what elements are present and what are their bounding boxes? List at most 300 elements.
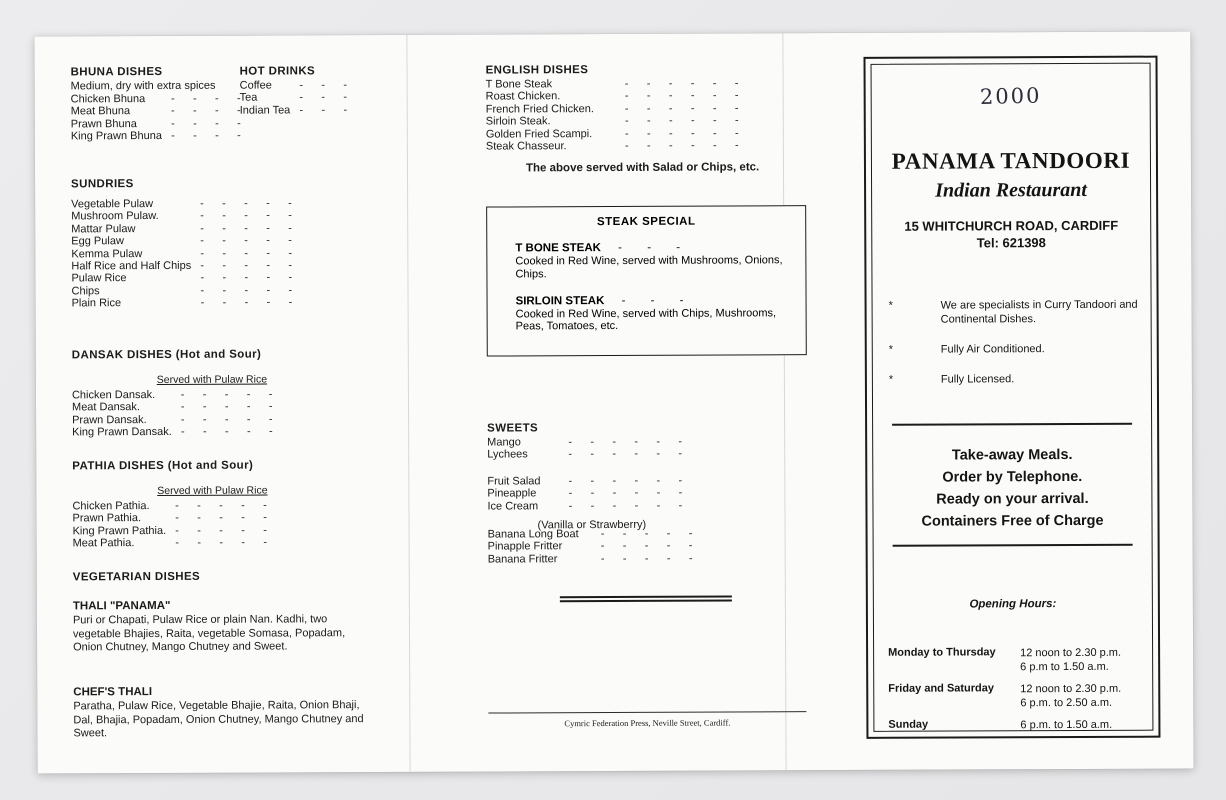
dash-leader: - [200,272,205,285]
table-row [72,388,282,401]
dash-leader: - [219,524,223,537]
bhuna-item-table [71,93,250,143]
dash-leader: - [678,435,683,448]
item-name: Meat Pathia. [72,537,135,550]
dash-leader: - [219,499,223,512]
table-row [71,284,301,297]
dash-leader: - [263,524,267,537]
dash-leader: - [600,552,605,565]
dash-leader: - [197,524,201,537]
phone-number: Tel: 621398 [976,235,1046,251]
section-title: HOT DRINKS [239,65,316,78]
dash-leader: - [268,425,273,438]
dish-description: Puri or Chapati, Pulaw Rice or plain Nan. Kadhi, two vegetable Bhajies, Raita, vegetable Somasa, Popadam, Onion Chutney, Mango Chutney and Sweet. [72,613,346,654]
table-row [888,682,1144,711]
item-name: Mattar Pulaw [71,222,136,236]
dash-leader: - [321,104,326,117]
item-name: Golden Fried Scampi. [485,127,593,141]
section-thali-panama [73,599,373,655]
dash-leader: - [669,139,673,152]
dash-leader: - [180,401,185,414]
dash-leader: - [656,499,661,512]
dash-leader: - [634,499,639,512]
section-sweets [487,422,702,566]
menu-left-panel [34,35,409,774]
section-sundries [71,177,301,310]
sweets-table-group3 [488,528,702,566]
section-chefs-thali [73,685,373,741]
dash-leader: - [241,499,245,512]
dash-leader: - [690,127,695,140]
dash-leader: - [200,297,205,310]
dash-leader: - [266,222,270,235]
dash-leader: - [666,552,671,565]
dash-leader: - [200,247,205,260]
table-row [71,247,301,260]
hours-value: 6 p.m. to 1.50 a.m. [1020,718,1113,732]
dash-leader: - [175,537,180,550]
table-row [240,104,357,117]
dash-leader: - [222,259,227,272]
table-row [487,487,691,500]
dash-leader: - [237,117,241,130]
dash-leader: - [299,79,304,92]
dash-leader: - [321,79,326,92]
dash-leader: - [625,139,629,152]
dash-leader: - [568,448,573,461]
dash-leader: - [244,284,249,297]
dash-leader: - [646,115,651,128]
dash-leader: - [266,234,270,247]
asterisk-icon: * [888,373,894,386]
item-name: Prawn Dansak. [72,413,147,427]
dash-leader: - [712,114,717,127]
dash-leader: - [713,139,717,152]
features-list [889,298,1143,403]
section-title: SUNDRIES [71,178,134,191]
sweets-table-group2 [487,474,691,512]
item-name: Lychees [487,448,528,461]
item-name: Banana Long Boat [487,528,579,541]
table-row [71,130,250,143]
item-name: Fruit Salad [487,475,541,488]
dash-leader: - [690,114,695,127]
section-pathia-dishes [72,459,352,550]
dash-leader: - [200,197,204,210]
dish-description: Cooked in Red Wine, served with Chips, Mushrooms, Peas, Tomatoes, etc. [515,306,777,333]
steak-special-title: STEAK SPECIAL [596,215,696,229]
day-label: Friday and Saturday [888,682,995,695]
dash-leader: - [222,247,227,260]
dash-leader: - [712,77,717,90]
dash-leader: - [646,102,651,115]
table-row [71,259,301,272]
dash-leader: - [568,436,573,449]
item-name: Meat Bhuna [70,105,131,118]
item-name: Coffee [239,79,272,92]
dash-leader: - [244,296,249,309]
dash-leader: - [222,272,227,285]
dish-description: Cooked in Red Wine, served with Mushrooms, Onions, Chips. [515,254,783,281]
dash-leader: - [215,129,219,142]
dash-leader: - [612,499,617,512]
dash-leader: - [734,77,739,90]
dash-leader: - [214,92,219,105]
double-rule-divider [560,595,732,602]
dash-leader: - [646,127,651,140]
dash-leader: - [688,527,693,540]
item-name: Half Rice and Half Chips [71,259,192,273]
dish-name: THALI "PANAMA" [72,599,171,613]
ice-cream-flavour-note: (Vanilla or Strawberry) [537,518,647,532]
dash-leader: - [666,527,671,540]
hours-value: 12 noon to 2.30 p.m. 6 p.m. to 2.50 a.m. [1020,682,1122,710]
hot-drinks-table [240,79,357,117]
table-row [888,646,1144,675]
dash-leader: - [192,105,197,118]
dash-leader: - [268,400,273,413]
dash-leader: - [624,115,629,128]
table-row [486,127,748,141]
dash-leader: - [202,388,207,401]
dash-leader: - [343,79,348,92]
feature-text: Fully Licensed. [940,373,1015,386]
opening-hours-table [888,646,1144,741]
table-row [71,105,250,118]
dash-leader: - [197,537,202,550]
table-row [71,93,250,106]
dash-leader: - [200,222,204,235]
item-name: Chicken Dansak. [71,389,156,402]
dash-leader: - [343,103,348,116]
dash-leader: - [200,235,204,248]
dash-leader: - [712,102,717,115]
table-row [487,474,691,487]
item-name: Ice Cream [487,499,539,513]
dash-leader: - [691,139,695,152]
dash-leader: - [612,435,617,449]
dash-leader: - [646,90,651,103]
dash-leader: - [568,474,573,488]
dish-name: T BONE STEAK [515,242,601,255]
day-label: Monday to Thursday [888,646,996,659]
dash-leader: - [219,536,224,549]
dash-leader: - [224,388,229,401]
dash-leader: - [590,487,595,500]
dash-leader: - [624,102,629,115]
menu-cover-panel [783,31,1193,770]
dash-leader: - [668,77,673,90]
table-row [486,102,748,116]
dash-leader: - [222,234,226,247]
feature-text: We are specialists in Curry Tandoori and Continental Dishes. [940,298,1138,326]
table-row [486,115,748,129]
dash-leader: - [241,536,246,549]
restaurant-subtitle: Indian Restaurant [935,178,1087,202]
dash-leader: - [656,487,661,500]
printer-credit: Cymric Federation Press, Neville Street, Cardiff. [488,711,806,728]
dash-leader: - [622,527,627,540]
dash-leader: - [200,259,205,272]
table-row [71,117,250,130]
dash-leader: - [266,284,271,297]
feature-text: Fully Air Conditioned. [940,343,1045,356]
dash-leader: - - - [618,241,692,254]
dash-leader: - [244,259,249,272]
item-name: Banana Fritter [487,553,558,566]
dash-leader: - [222,197,226,210]
table-row [240,92,357,105]
section-title: PATHIA DISHES (Hot and Sour) [72,459,254,473]
dash-leader: - [668,102,673,115]
dash-leader: - [612,474,617,487]
section-title: DANSAK DISHES (Hot and Sour) [71,348,262,362]
dash-leader: - [236,92,241,105]
dash-leader: - [288,259,293,272]
item-name: Pinapple Fritter [487,540,563,553]
dash-leader: - [268,413,273,426]
dash-leader: - [175,499,179,512]
table-row [72,297,302,310]
steak-special-item [516,294,806,334]
dash-leader: - [263,536,268,549]
english-dishes-table [486,77,748,153]
dash-leader: - [634,474,639,487]
dash-leader: - [246,425,251,438]
dash-leader: - [214,105,219,118]
dash-leader: - [668,114,673,127]
item-name: Plain Rice [71,297,122,310]
dash-leader: - [222,210,226,223]
dash-leader: - [288,234,292,247]
dash-leader: - [192,92,197,105]
item-name: Chicken Bhuna [70,93,146,106]
dash-leader: - [624,127,629,140]
day-label: Sunday [888,718,929,731]
list-item [889,372,1143,387]
dash-leader: - [241,524,245,537]
dash-leader: - [690,90,695,103]
dash-leader: - [656,448,661,461]
item-name: King Prawn Bhuna [70,130,162,143]
dash-leader: - [197,512,201,525]
cover-frame [863,56,1160,739]
dash-leader: - [624,77,629,90]
dash-leader: - [690,102,695,115]
sundries-table [71,197,301,310]
takeaway-line: Ready on your arrival. [936,490,1089,508]
dash-leader: - [288,197,292,210]
table-row [888,718,1144,733]
list-item [889,342,1143,357]
list-item [889,298,1143,327]
dash-leader: - [246,400,251,414]
table-row [488,540,702,553]
dash-leader: - [266,259,271,272]
table-row [486,90,748,104]
dash-leader: - [222,296,227,309]
item-name: Indian Tea [239,104,291,117]
dash-leader: - [644,540,649,553]
table-row [71,235,301,248]
dash-leader: - [244,234,248,247]
dash-leader: - [646,77,651,90]
dash-leader: - [590,474,595,487]
hours-value: 12 noon to 2.30 p.m. 6 p.m to 1.50 a.m. [1020,646,1122,674]
section-dansak-dishes [72,348,352,439]
dash-leader: - [266,197,270,210]
section-bhuna-dishes [71,66,250,143]
pathia-table [72,499,276,550]
table-row [71,210,301,223]
section-title: SWEETS [487,422,539,435]
dash-leader: - [237,129,241,142]
dash-leader: - [590,436,595,449]
dash-leader: - [734,89,739,102]
dash-leader: - [712,89,717,102]
dash-leader: - [678,499,683,512]
table-row [73,537,277,550]
dash-leader: - [712,127,717,140]
dash-leader: - [343,91,348,104]
item-name: Pineapple [487,487,537,500]
item-name: King Prawn Dansak. [72,426,172,439]
dash-leader: - [299,104,304,117]
opening-hours-title: Opening Hours: [969,598,1057,611]
item-name: Chicken Pathia. [72,500,150,513]
dash-leader: - [180,388,185,401]
dash-leader: - [647,139,651,152]
steak-special-box [486,205,807,356]
section-vegetarian-dishes-title [73,571,200,586]
table-row [72,499,276,512]
dash-leader: - [288,284,293,297]
section-title: ENGLISH DISHES [485,64,589,77]
dash-leader: - [612,448,617,461]
dash-leader: - [678,448,683,461]
address-block [866,217,1156,252]
dish-header [516,294,806,307]
dash-leader: - [288,271,293,284]
asterisk-icon: * [888,343,894,356]
dash-leader: - [266,271,271,284]
dash-leader: - [222,222,226,235]
dash-leader: - [288,247,293,260]
steak-special-item [515,241,805,281]
item-name: Egg Pulaw [71,235,124,248]
dansak-table [72,388,282,439]
dash-leader: - [624,90,629,103]
table-row [486,77,748,91]
dash-leader: - [668,127,673,140]
street-address: 15 WHITCHURCH ROAD, CARDIFF [904,217,1119,234]
dash-leader: - [241,512,245,525]
dash-leader: - [600,540,605,553]
dash-leader: - [202,413,207,426]
dash-leader: - [244,197,248,210]
dash-leader: - [734,114,739,127]
dish-description: Paratha, Pulaw Rice, Vegetable Bhajie, Raita, Onion Bhaji, Dal, Bhajia, Popadam, Onion Chutney, Mango Chutney and Sweet. [73,699,364,740]
item-name: Tea [239,91,258,105]
dash-leader: - [263,511,267,524]
table-row [72,401,282,414]
dash-leader: - [224,425,229,438]
table-row [240,79,357,92]
item-name: Chips [71,285,100,298]
menu-paper [34,31,1193,773]
dash-leader: - [246,388,251,401]
table-row [72,413,282,426]
dash-leader: - [219,512,223,525]
dash-leader: - [678,474,683,487]
dash-leader: - [288,296,293,309]
table-row [71,222,301,235]
dish-header [515,241,805,254]
dash-leader: - [668,90,673,103]
dash-leader: - [175,512,179,525]
dash-leader: - [244,272,249,285]
dash-leader: - [224,413,229,426]
dash-leader: - [224,401,229,414]
dash-leader: - [170,92,175,105]
dash-leader: - [590,448,595,461]
dash-leader: - [612,487,617,500]
item-name: Prawn Bhuna [70,117,137,131]
dash-leader: - [656,474,661,487]
asterisk-icon: * [888,299,893,312]
dash-leader: - [202,401,207,414]
table-row [488,552,702,565]
dash-leader: - [666,540,671,553]
dash-leader: - [622,540,627,553]
item-name: Vegetable Pulaw [71,198,154,211]
dash-leader: - [688,540,693,553]
dash-leader: - [200,284,205,297]
bhuna-note: Medium, dry with extra spices [70,79,216,93]
dash-leader: - [263,499,267,512]
takeaway-block [867,444,1157,533]
section-hot-drinks [240,65,357,117]
dash-leader: - [215,117,219,130]
table-row [71,272,301,285]
english-served-note: The above served with Salad or Chips, etc. [525,161,760,175]
dash-leader: - [202,425,207,439]
dash-leader: - [734,102,739,115]
dash-leader: - [266,247,271,260]
dash-leader: - [193,130,197,143]
sweets-table-group1 [487,436,691,462]
dash-leader: - [193,117,197,130]
dash-leader: - [171,117,175,130]
dash-leader: - [644,552,649,565]
dash-leader: - [688,552,693,565]
takeaway-line: Order by Telephone. [942,468,1083,486]
dish-name: SIRLOIN STEAK [515,294,605,308]
item-name: Steak Chasseur. [485,140,567,153]
dash-leader: - [171,130,175,143]
dash-leader: - [590,499,595,512]
dash-leader: - [170,105,175,118]
dash-leader: - [634,448,639,461]
section-english-dishes [486,63,748,153]
dash-leader: - [222,284,227,297]
section-title: BHUNA DISHES [70,65,163,79]
dash-leader: - [246,413,251,426]
dash-leader: - [644,527,649,540]
dash-leader: - [568,499,573,512]
dash-leader: - [656,435,661,448]
dash-leader: - [175,524,179,537]
